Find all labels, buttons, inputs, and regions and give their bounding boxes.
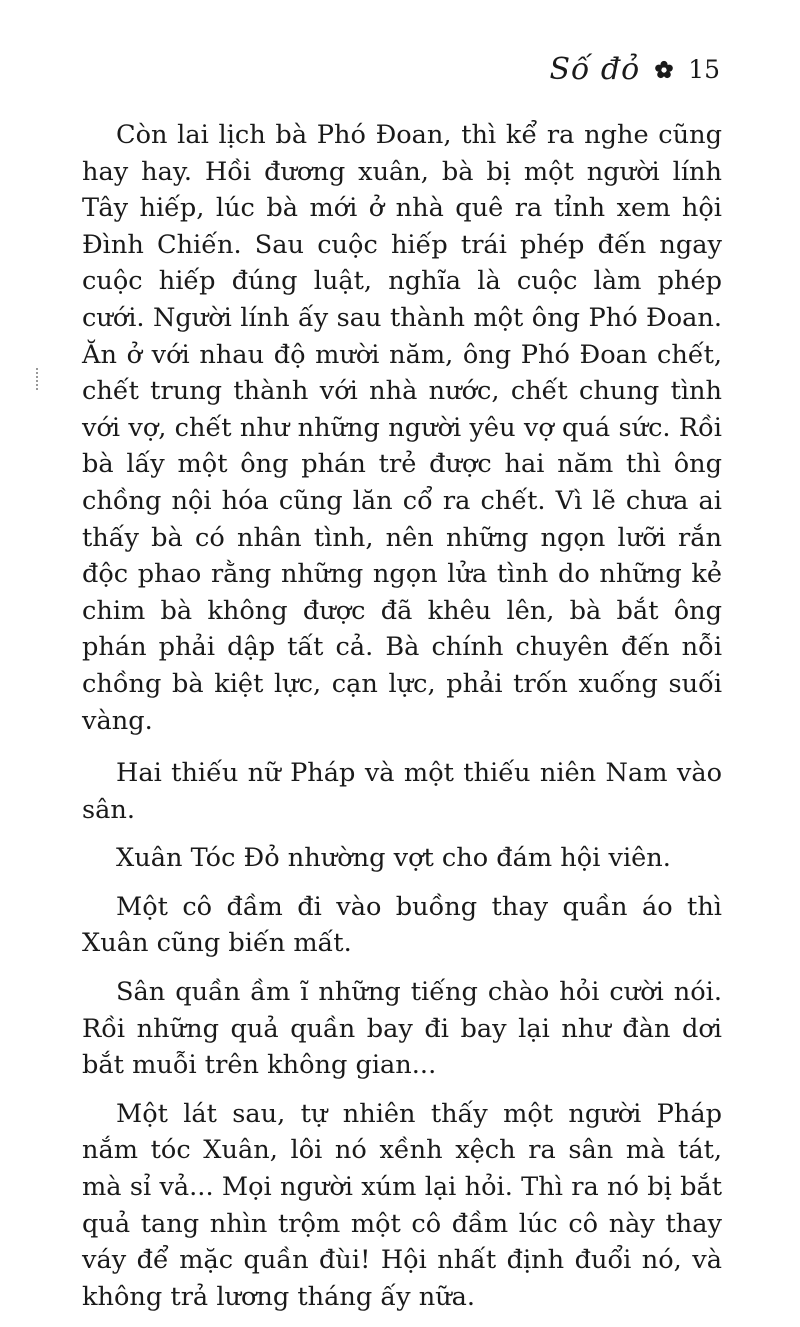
paragraph: Còn lai lịch bà Phó Đoan, thì kể ra nghe cũng hay hay. Hồi đương xuân, bà bị một người lính Tây hiếp, lúc bà mới ở nhà quê ra tỉnh xem hội Đình Chiến. Sau cuộc hiếp trái phép đến ngay cuộc hiếp đúng luật, nghĩa là cuộc làm phép cưới. Người lính ấy sau thành một ông Phó Đoan. Ăn ở với nhau độ mười năm, ông Phó Đoan chết, chết trung thành với nhà nước, chết chung tình với vợ, chết như những người yêu vợ quá sức. Rồi bà lấy một ông phán trẻ được hai năm thì ông chồng nội hóa cũng lăn cổ ra chết. Vì lẽ chưa ai thấy bà có nhân tình, nên những ngọn lưỡi rắn độc phao rằng những ngọn lửa tình do những kẻ chim bà không được đã khêu lên, bà bắt ông phán phải dập tất cả. Bà chính chuyên đến nỗi chồng bà kiệt lực, cạn lực, phải trốn xuống suối vàng. xyxy=(82,120,722,736)
body-text xyxy=(82,117,722,1327)
book-title: Số đỏ xyxy=(549,52,641,87)
paragraph: Xuân Tóc Đỏ nhường vợt cho đám hội viên. xyxy=(116,843,671,874)
running-header xyxy=(549,52,720,87)
paragraph: Một lát sau, tự nhiên thấy một người Pháp nắm tóc Xuân, lôi nó xềnh xệch ra sân mà tát, mà sỉ vả... Mọi người xúm lại hỏi. Thì ra nó bị bắt quả tang nhìn trộm một cô đầm lúc cô này thay váy để mặc quần đùi! Hội nhất định đuổi nó, và không trả lương tháng ấy nữa. xyxy=(82,1098,722,1312)
page-number: 15 xyxy=(688,55,720,84)
paragraph: Hai thiếu nữ Pháp và một thiếu niên Nam vào sân. xyxy=(82,758,722,825)
paragraph: Một cô đầm đi vào buồng thay quần áo thì Xuân cũng biến mất. xyxy=(82,891,722,959)
margin-mark xyxy=(36,368,40,390)
paragraph: Sân quần ầm ĩ những tiếng chào hỏi cười nói. Rồi những quả quần bay đi bay lại như đàn dơi bắt muỗi trên không gian... xyxy=(82,977,722,1081)
flower-icon xyxy=(654,60,674,80)
